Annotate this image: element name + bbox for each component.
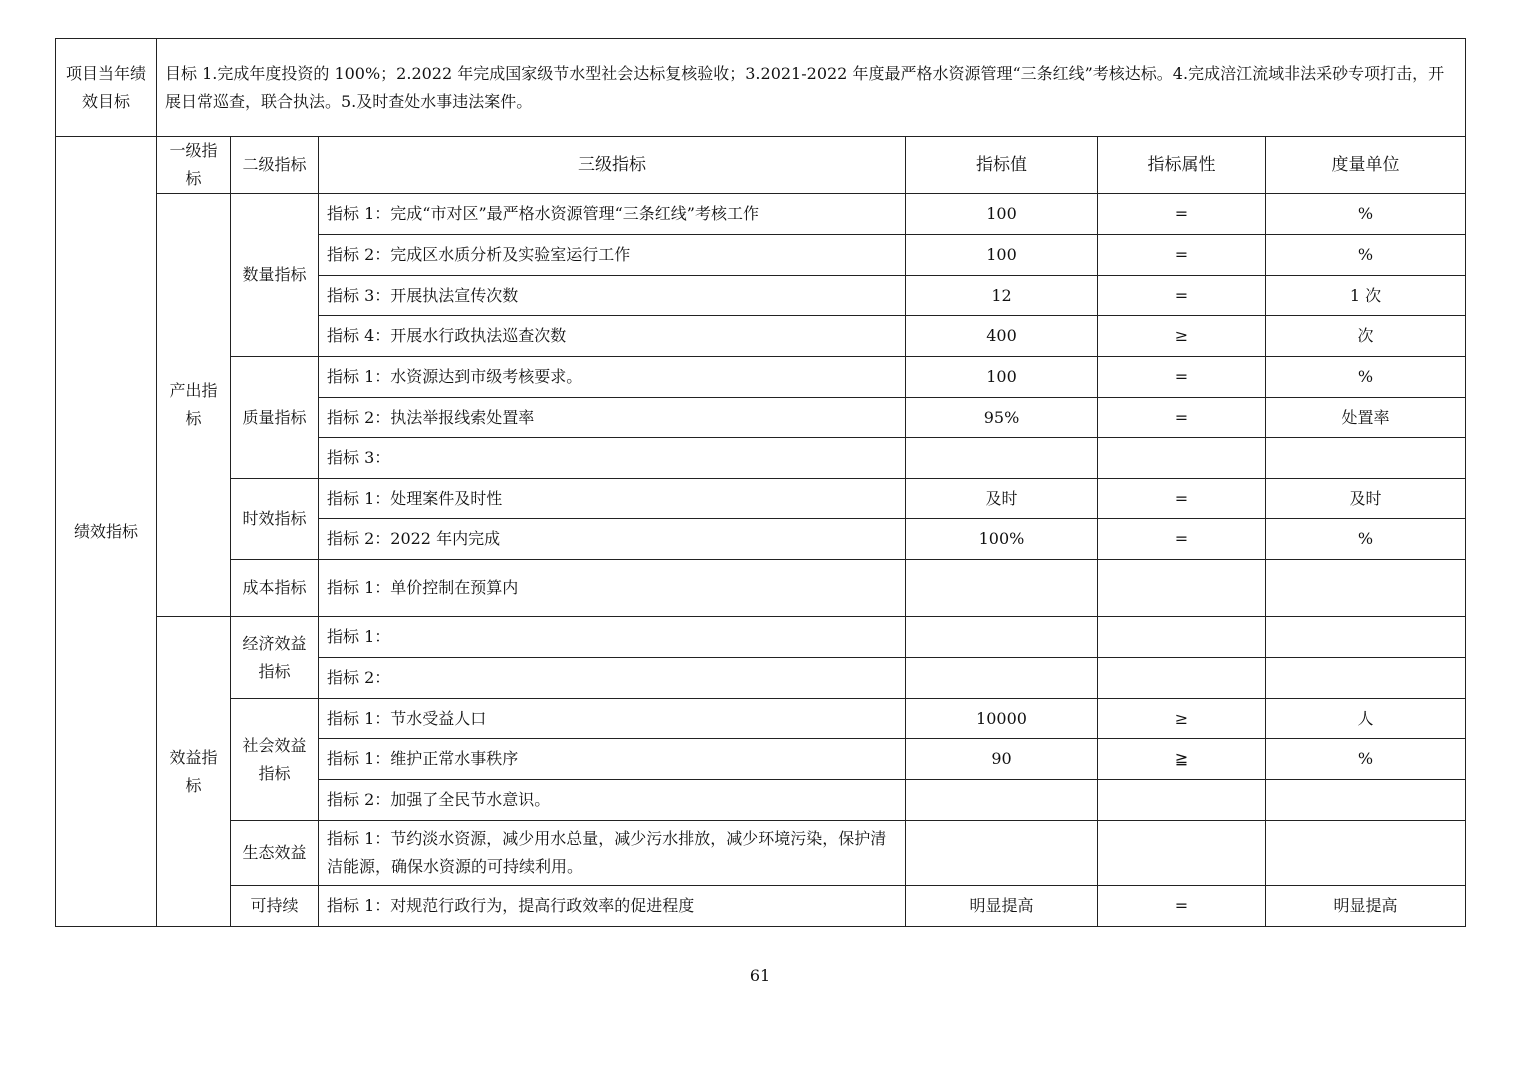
- indicator-unit: %: [1266, 519, 1466, 560]
- indicator-value: [906, 780, 1098, 821]
- header-level2: 二级指标: [231, 137, 319, 194]
- indicator-attr: [1098, 780, 1266, 821]
- indicator-value: 10000: [906, 699, 1098, 739]
- indicator-value: 100: [906, 194, 1098, 235]
- section-label: 绩效指标: [56, 137, 157, 927]
- indicator-name: 指标 1：完成“市对区”最严格水资源管理“三条红线”考核工作: [319, 194, 906, 235]
- indicator-attr: =: [1098, 398, 1266, 438]
- indicator-name: 指标 2：执法举报线索处置率: [319, 398, 906, 438]
- indicator-unit: 次: [1266, 316, 1466, 357]
- indicator-value: 90: [906, 739, 1098, 780]
- goal-text: 目标 1.完成年度投资的 100%；2.2022 年完成国家级节水型社会达标复核验收；3.2021-2022 年度最严格水资源管理“三条红线”考核达标。4.完成涪江流域非法采砂专项打击，开展日常巡查，联合执法。5.及时查处水事违法案件。: [157, 39, 1466, 137]
- group-social: 社会效益指标: [231, 699, 319, 821]
- indicator-name: 指标 1：处理案件及时性: [319, 479, 906, 519]
- goal-label: 项目当年绩效目标: [56, 39, 157, 137]
- header-attribute: 指标属性: [1098, 137, 1266, 194]
- header-row: [56, 137, 1466, 194]
- indicator-attr: =: [1098, 235, 1266, 276]
- indicator-value: 400: [906, 316, 1098, 357]
- indicator-value: [906, 560, 1098, 617]
- indicator-name: 指标 2：: [319, 658, 906, 699]
- group-sustainable: 可持续: [231, 886, 319, 927]
- table-row: [56, 821, 1466, 886]
- indicator-attr: =: [1098, 519, 1266, 560]
- table-row: [56, 479, 1466, 519]
- indicator-unit: [1266, 438, 1466, 479]
- indicator-attr: [1098, 821, 1266, 886]
- group-quantity: 数量指标: [231, 194, 319, 357]
- indicator-attr: =: [1098, 194, 1266, 235]
- indicator-name: 指标 1：维护正常水事秩序: [319, 739, 906, 780]
- indicator-attr: =: [1098, 276, 1266, 316]
- header-unit: 度量单位: [1266, 137, 1466, 194]
- indicator-value: 及时: [906, 479, 1098, 519]
- indicator-attr: [1098, 617, 1266, 658]
- indicator-value: [906, 658, 1098, 699]
- indicator-value: 12: [906, 276, 1098, 316]
- indicator-unit: [1266, 780, 1466, 821]
- group-benefit: 效益指标: [157, 617, 231, 927]
- indicator-name: 指标 1：节水受益人口: [319, 699, 906, 739]
- indicator-name: 指标 2：加强了全民节水意识。: [319, 780, 906, 821]
- indicator-attr: ≥: [1098, 699, 1266, 739]
- table-row: [56, 194, 1466, 235]
- indicator-value: 100: [906, 357, 1098, 398]
- indicator-unit: [1266, 560, 1466, 617]
- group-output: 产出指标: [157, 194, 231, 617]
- header-level1: 一级指标: [157, 137, 231, 194]
- indicator-attr: =: [1098, 886, 1266, 927]
- indicator-unit: [1266, 617, 1466, 658]
- indicator-attr: =: [1098, 479, 1266, 519]
- indicator-attr: ≥: [1098, 316, 1266, 357]
- indicator-name: 指标 1：: [319, 617, 906, 658]
- table-row: [56, 886, 1466, 927]
- indicator-name: 指标 4：开展水行政执法巡查次数: [319, 316, 906, 357]
- indicator-unit: [1266, 821, 1466, 886]
- indicator-attr: ≧: [1098, 739, 1266, 780]
- performance-table: [55, 38, 1466, 927]
- group-economic: 经济效益指标: [231, 617, 319, 699]
- group-cost: 成本指标: [231, 560, 319, 617]
- header-level3: 三级指标: [319, 137, 906, 194]
- indicator-unit: %: [1266, 357, 1466, 398]
- indicator-unit: 人: [1266, 699, 1466, 739]
- indicator-attr: [1098, 658, 1266, 699]
- indicator-unit: 1 次: [1266, 276, 1466, 316]
- table-row: [56, 699, 1466, 739]
- indicator-attr: [1098, 560, 1266, 617]
- header-value: 指标值: [906, 137, 1098, 194]
- group-quality: 质量指标: [231, 357, 319, 479]
- indicator-value: 明显提高: [906, 886, 1098, 927]
- indicator-unit: %: [1266, 194, 1466, 235]
- indicator-value: [906, 821, 1098, 886]
- group-ecological: 生态效益: [231, 821, 319, 886]
- indicator-unit: 处置率: [1266, 398, 1466, 438]
- table-row: [56, 357, 1466, 398]
- indicator-unit: %: [1266, 235, 1466, 276]
- indicator-value: 100%: [906, 519, 1098, 560]
- indicator-name: 指标 1：对规范行政行为，提高行政效率的促进程度: [319, 886, 906, 927]
- page-number: 61: [749, 966, 771, 985]
- group-timeliness: 时效指标: [231, 479, 319, 560]
- indicator-attr: [1098, 438, 1266, 479]
- indicator-value: 100: [906, 235, 1098, 276]
- indicator-name: 指标 1：节约淡水资源，减少用水总量，减少污水排放，减少环境污染，保护清洁能源，确保水资源的可持续利用。: [319, 821, 906, 886]
- indicator-name: 指标 2：完成区水质分析及实验室运行工作: [319, 235, 906, 276]
- indicator-name: 指标 2：2022 年内完成: [319, 519, 906, 560]
- indicator-unit: 及时: [1266, 479, 1466, 519]
- indicator-unit: %: [1266, 739, 1466, 780]
- indicator-name: 指标 1：水资源达到市级考核要求。: [319, 357, 906, 398]
- table-row: [56, 560, 1466, 617]
- indicator-name: 指标 3：开展执法宣传次数: [319, 276, 906, 316]
- indicator-unit: [1266, 658, 1466, 699]
- indicator-attr: =: [1098, 357, 1266, 398]
- indicator-name: 指标 3：: [319, 438, 906, 479]
- indicator-name: 指标 1：单价控制在预算内: [319, 560, 906, 617]
- indicator-value: [906, 438, 1098, 479]
- indicator-value: [906, 617, 1098, 658]
- table-row: [56, 617, 1466, 658]
- indicator-value: 95%: [906, 398, 1098, 438]
- indicator-unit: 明显提高: [1266, 886, 1466, 927]
- goal-row: [56, 39, 1466, 137]
